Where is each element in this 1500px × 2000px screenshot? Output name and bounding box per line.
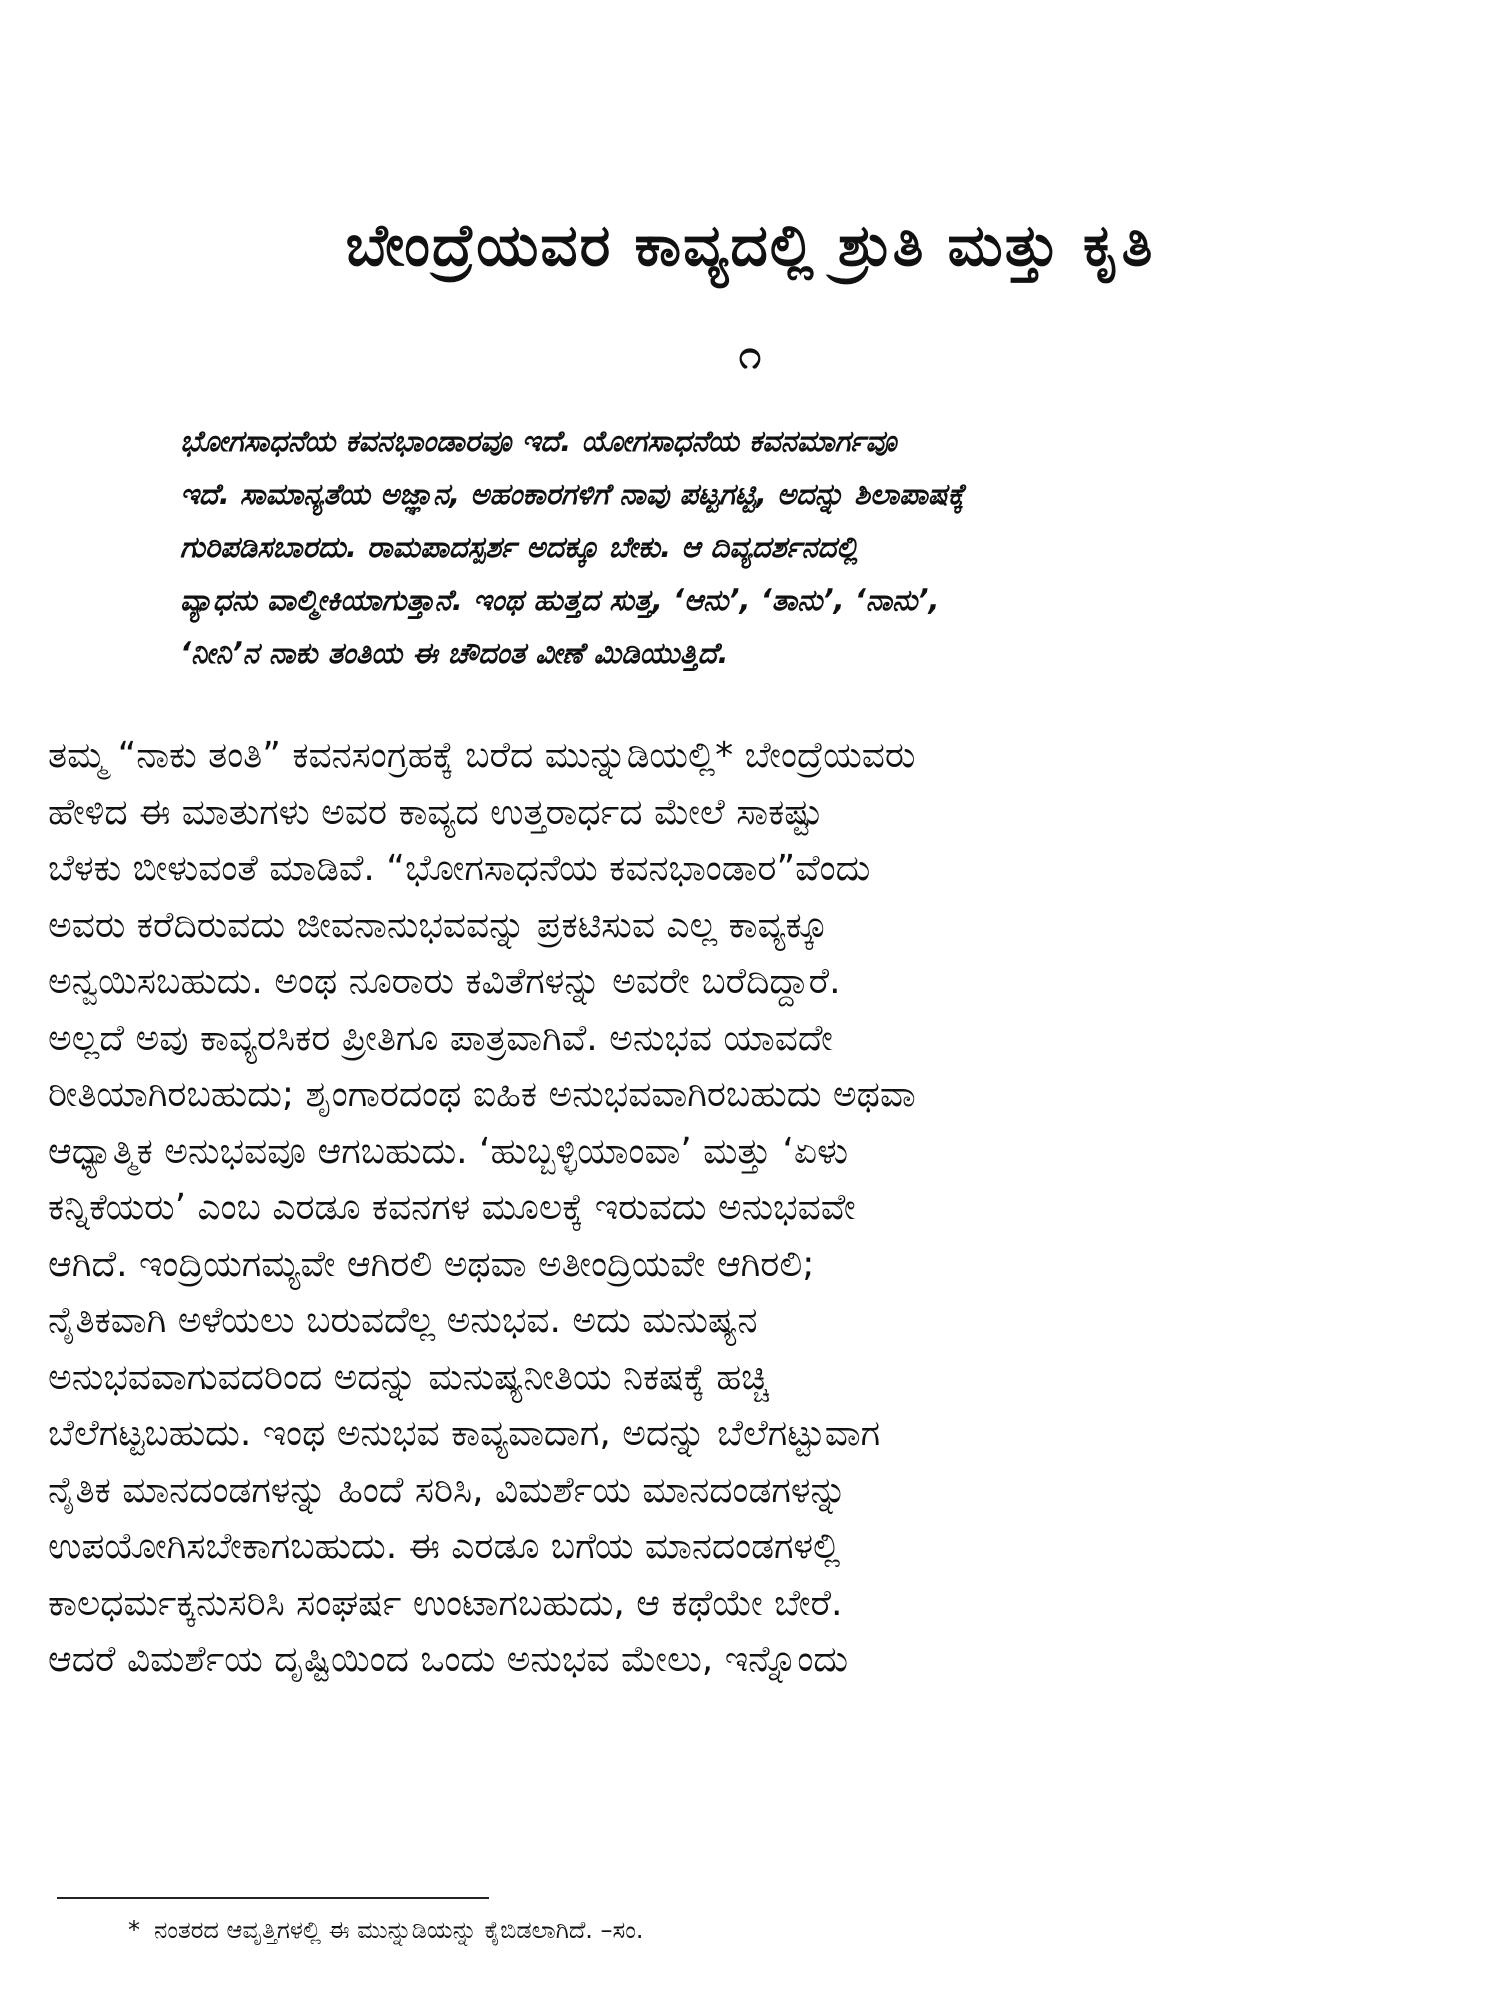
body-line: ಆಗಿದೆ. ಇಂದ್ರಿಯಗಮ್ಯವೇ ಆಗಿರಲಿ ಅಥವಾ ಅತೀಂದ್ರಿಯವೇ ಆಗಿರಲಿ;: [48, 1243, 815, 1285]
body-line: ಅಲ್ಲದೆ ಅವು ಕಾವ್ಯರಸಿಕರ ಪ್ರೀತಿಗೂ ಪಾತ್ರವಾಗಿವೆ. ಅನುಭವ ಯಾವದೇ: [48, 1017, 833, 1059]
epigraph-line: ‘ನೀನಿ’ನ ನಾಕು ತಂತಿಯ ಈ ಚೌದಂತ ವೀಣೆ ಮಿಡಿಯುತ್ತಿದೆ.: [180, 636, 729, 670]
body-line: ಅವರು ಕರೆದಿರುವದು ಜೀವನಾನುಭವವನ್ನು ಪ್ರಕಟಿಸುವ ಎಲ್ಲ ಕಾವ್ಯಕ್ಕೂ: [48, 904, 829, 946]
body-line: ಬೆಲೆಗಟ್ಟಬಹುದು. ಇಂಥ ಅನುಭವ ಕಾವ್ಯವಾದಾಗ, ಅದನ್ನು ಬೆಲೆಗಟ್ಟುವಾಗ: [48, 1413, 881, 1454]
footnote-marker: *: [128, 1916, 140, 1944]
body-line: ಆಧ್ಯಾತ್ಮಿಕ ಅನುಭವವೂ ಆಗಬಹುದು. ‘ಹುಬ್ಬಳ್ಳಿಯಾಂವಾ’ ಮತ್ತು ‘ಏಳು: [48, 1130, 849, 1172]
epigraph-line: ವ್ಯಾಧನು ವಾಲ್ಮೀಕಿಯಾಗುತ್ತಾನೆ. ಇಂಥ ಹುತ್ತದ ಸುತ್ತ, ‘ಆನು’, ‘ತಾನು’, ‘ನಾನು’,: [180, 583, 940, 617]
footnote: [128, 1910, 1428, 1950]
body-line: ಆದರೆ ವಿಮರ್ಶೆಯ ದೃಷ್ಟಿಯಿಂದ ಒಂದು ಅನುಭವ ಮೇಲು, ಇನ್ನೊಂದು: [48, 1639, 849, 1680]
body-paragraph: [48, 728, 1468, 1689]
body-line: ಕನ್ನಿಕೆಯರು’ ಎಂಬ ಎರಡೂ ಕವನಗಳ ಮೂಲಕ್ಕೆ ಇರುವದು ಅನುಭವವೇ: [48, 1187, 856, 1228]
section-number: ೧: [738, 332, 762, 378]
body-line: ರೀತಿಯಾಗಿರಬಹುದು; ಶೃಂಗಾರದಂಥ ಐಹಿಕ ಅನುಭವವಾಗಿರಬಹುದು ಅಥವಾ: [48, 1074, 916, 1115]
body-line: ಬೆಳಕು ಬೀಳುವಂತೆ ಮಾಡಿವೆ. “ಭೋಗಸಾಧನೆಯ ಕವನಭಾಂಡಾರ”ವೆಂದು: [48, 848, 871, 889]
body-line: ಕಾಲಧರ್ಮಕ್ಕನುಸರಿಸಿ ಸಂಘರ್ಷ ಉಂಟಾಗಬಹುದು, ಆ ಕಥೆಯೇ ಬೇರೆ.: [48, 1582, 843, 1624]
footnote-divider: [57, 1897, 489, 1899]
body-line: ಉಪಯೋಗಿಸಬೇಕಾಗಬಹುದು. ಈ ಎರಡೂ ಬಗೆಯ ಮಾನದಂಡಗಳಲ್ಲಿ: [48, 1526, 841, 1567]
epigraph-line: ಗುರಿಪಡಿಸಬಾರದು. ರಾಮಪಾದಸ್ಪರ್ಶ ಅದಕ್ಕೂ ಬೇಕು. ಆ ದಿವ್ಯದರ್ಶನದಲ್ಲಿ: [180, 530, 859, 564]
page-title: ಬೇಂದ್ರೆಯವರ ಕಾವ್ಯದಲ್ಲಿ ಶ್ರುತಿ ಮತ್ತು ಕೃತಿ: [345, 211, 1155, 279]
epigraph: [180, 415, 1480, 680]
body-line: ತಮ್ಮ “ನಾಕು ತಂತಿ” ಕವನಸಂಗ್ರಹಕ್ಕೆ ಬರೆದ ಮುನ್ನುಡಿಯಲ್ಲಿ* ಬೇಂದ್ರೆಯವರು: [48, 735, 916, 776]
body-line: ಅನುಭವವಾಗುವದರಿಂದ ಅದನ್ನು ಮನುಷ್ಯನೀತಿಯ ನಿಕಷಕ್ಕೆ ಹಚ್ಚಿ: [48, 1356, 769, 1398]
footnote-text: ನಂತರದ ಆವೃತ್ತಿಗಳಲ್ಲಿ ಈ ಮುನ್ನುಡಿಯನ್ನು ಕೈಬಿಡಲಾಗಿದೆ. –ಸಂ.: [154, 1916, 644, 1944]
epigraph-line: ಇದೆ. ಸಾಮಾನ್ಯತೆಯ ಅಜ್ಞಾನ, ಅಹಂಕಾರಗಳಿಗೆ ನಾವು ಪಟ್ಟಗಟ್ಟಿ, ಅದನ್ನು ಶಿಲಾಪಾಷಕ್ಕೆ: [180, 477, 965, 511]
body-line: ನೈತಿಕವಾಗಿ ಅಳೆಯಲು ಬರುವದೆಲ್ಲ ಅನುಭವ. ಅದು ಮನುಷ್ಯನ: [48, 1300, 758, 1341]
epigraph-line: ಭೋಗಸಾಧನೆಯ ಕವನಭಾಂಡಾರವೂ ಇದೆ. ಯೋಗಸಾಧನೆಯ ಕವನಮಾರ್ಗವೂ: [180, 424, 897, 458]
body-line: ಅನ್ವಯಿಸಬಹುದು. ಅಂಥ ನೂರಾರು ಕವಿತೆಗಳನ್ನು ಅವರೇ ಬರೆದಿದ್ದಾರೆ.: [48, 961, 841, 1002]
body-line: ಹೇಳಿದ ಈ ಮಾತುಗಳು ಅವರ ಕಾವ್ಯದ ಉತ್ತರಾರ್ಧದ ಮೇಲೆ ಸಾಕಷ್ಟು: [48, 791, 823, 833]
body-line: ನೈತಿಕ ಮಾನದಂಡಗಳನ್ನು ಹಿಂದೆ ಸರಿಸಿ, ವಿಮರ್ಶೆಯ ಮಾನದಂಡಗಳನ್ನು: [48, 1469, 847, 1511]
